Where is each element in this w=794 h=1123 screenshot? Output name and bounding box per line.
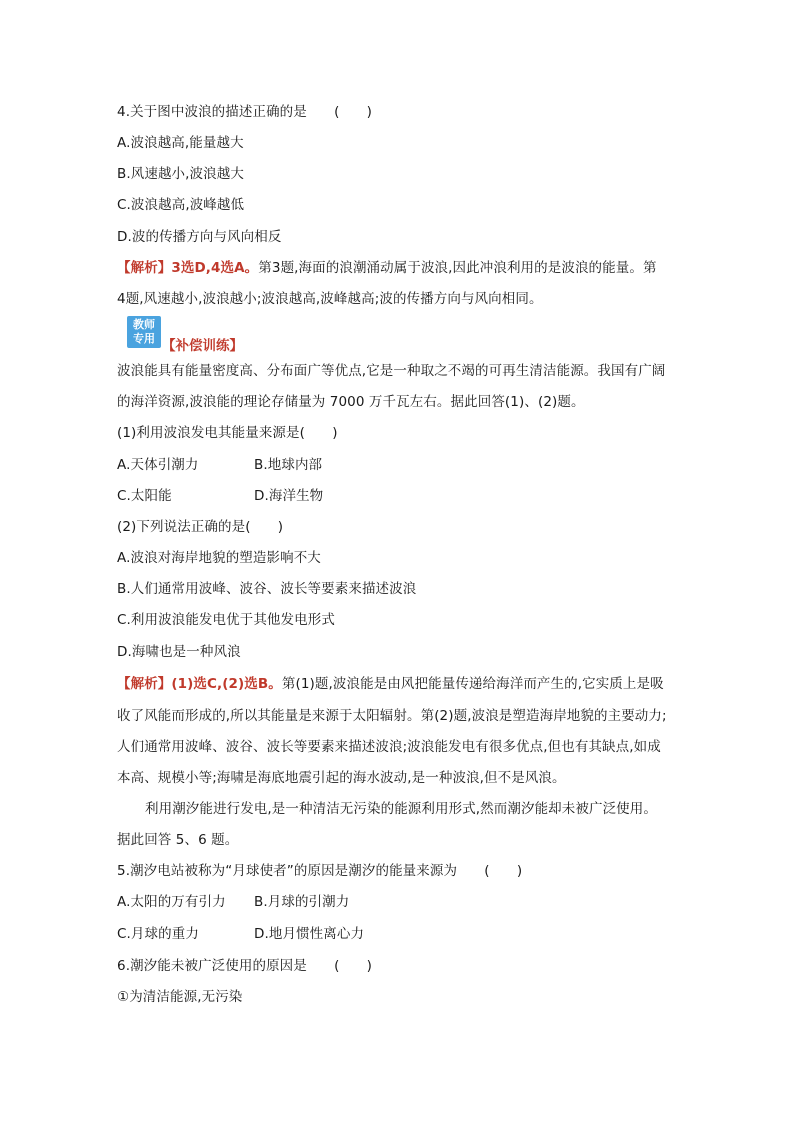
- sub2-option-c: C.利用波浪能发电优于其他发电形式: [117, 612, 335, 628]
- analysis2-line4: 本高、规模小等;海啸是海底地震引起的海水波动,是一种波浪,但不是风浪。: [117, 770, 566, 786]
- analysis1-tag: 【解析】3选D,4选A。: [117, 260, 259, 276]
- analysis2-text1: 第(1)题,波浪能是由风把能量传递给海洋而产生的,它实质上是吸: [281, 676, 664, 692]
- q4-option-c: C.波浪越高,波峰越低: [117, 197, 245, 213]
- passage2-line1: 利用潮汐能进行发电,是一种清洁无污染的能源利用形式,然而潮汐能却未被广泛使用。: [145, 801, 657, 817]
- sub1-options-row1: [117, 456, 323, 474]
- section-title: 【补偿训练】: [162, 338, 243, 354]
- sub1-option-a: A.天体引潮力: [117, 457, 199, 473]
- q5-stem: 5.潮汐电站被称为“月球使者”的原因是潮汐的能量来源为 ( ): [117, 863, 523, 879]
- analysis1-text1: 第3题,海面的浪潮涌动属于波浪,因此冲浪利用的是波浪的能量。第: [258, 260, 657, 276]
- q6-stem: 6.潮汐能未被广泛使用的原因是 ( ): [117, 958, 373, 974]
- passage2-line2: 据此回答 5、6 题。: [117, 832, 239, 848]
- q5-option-b: B.月球的引潮力: [254, 894, 350, 910]
- q5-option-a: A.太阳的万有引力: [117, 894, 226, 910]
- q5-options-row2: [117, 925, 365, 943]
- analysis1-line1: [117, 259, 657, 277]
- sub1-option-b: B.地球内部: [254, 457, 323, 473]
- badge-line1: 教师: [133, 318, 155, 331]
- analysis2-line3: 人们通常用波峰、波谷、波长等要素来描述波浪;波浪能发电有很多优点,但也有其缺点,如成: [117, 739, 661, 755]
- analysis2-line2: 收了风能而形成的,所以其能量是来源于太阳辐射。第(2)题,波浪是塑造海岸地貌的主要动力;: [117, 708, 667, 724]
- badge-line2: 专用: [133, 332, 155, 345]
- sub1-option-d: D.海洋生物: [254, 488, 324, 504]
- q4-stem: 4.关于图中波浪的描述正确的是 ( ): [117, 104, 373, 120]
- q5-options-row1: [117, 893, 350, 911]
- analysis2-tag: 【解析】(1)选C,(2)选B。: [117, 676, 282, 692]
- sub2-option-d: D.海啸也是一种风浪: [117, 644, 241, 660]
- sub2-option-a: A.波浪对海岸地貌的塑造影响不大: [117, 550, 321, 566]
- sub1-stem: (1)利用波浪发电其能量来源是( ): [117, 425, 338, 441]
- q4-option-a: A.波浪越高,能量越大: [117, 135, 244, 151]
- sub1-option-c: C.太阳能: [117, 488, 172, 504]
- q4-option-d: D.波的传播方向与风向相反: [117, 229, 282, 245]
- passage1-line1: 波浪能具有能量密度高、分布面广等优点,它是一种取之不竭的可再生清洁能源。我国有广阔: [117, 363, 666, 379]
- passage1-line2: 的海洋资源,波浪能的理论存储量为 7000 万千瓦左右。据此回答(1)、(2)题。: [117, 394, 585, 410]
- q5-option-c: C.月球的重力: [117, 926, 199, 942]
- sub1-options-row2: [117, 487, 324, 505]
- sub2-option-b: B.人们通常用波峰、波谷、波长等要素来描述波浪: [117, 581, 417, 597]
- analysis2-line1: [117, 675, 664, 693]
- analysis1-line2: 4题,风速越小,波浪越小;波浪越高,波峰越高;波的传播方向与风向相同。: [117, 291, 543, 307]
- q5-option-d: D.地月惯性离心力: [254, 926, 365, 942]
- teacher-only-badge: [127, 316, 161, 348]
- q6-item1: ①为清洁能源,无污染: [117, 989, 243, 1005]
- sub2-stem: (2)下列说法正确的是( ): [117, 519, 284, 535]
- q4-option-b: B.风速越小,波浪越大: [117, 166, 244, 182]
